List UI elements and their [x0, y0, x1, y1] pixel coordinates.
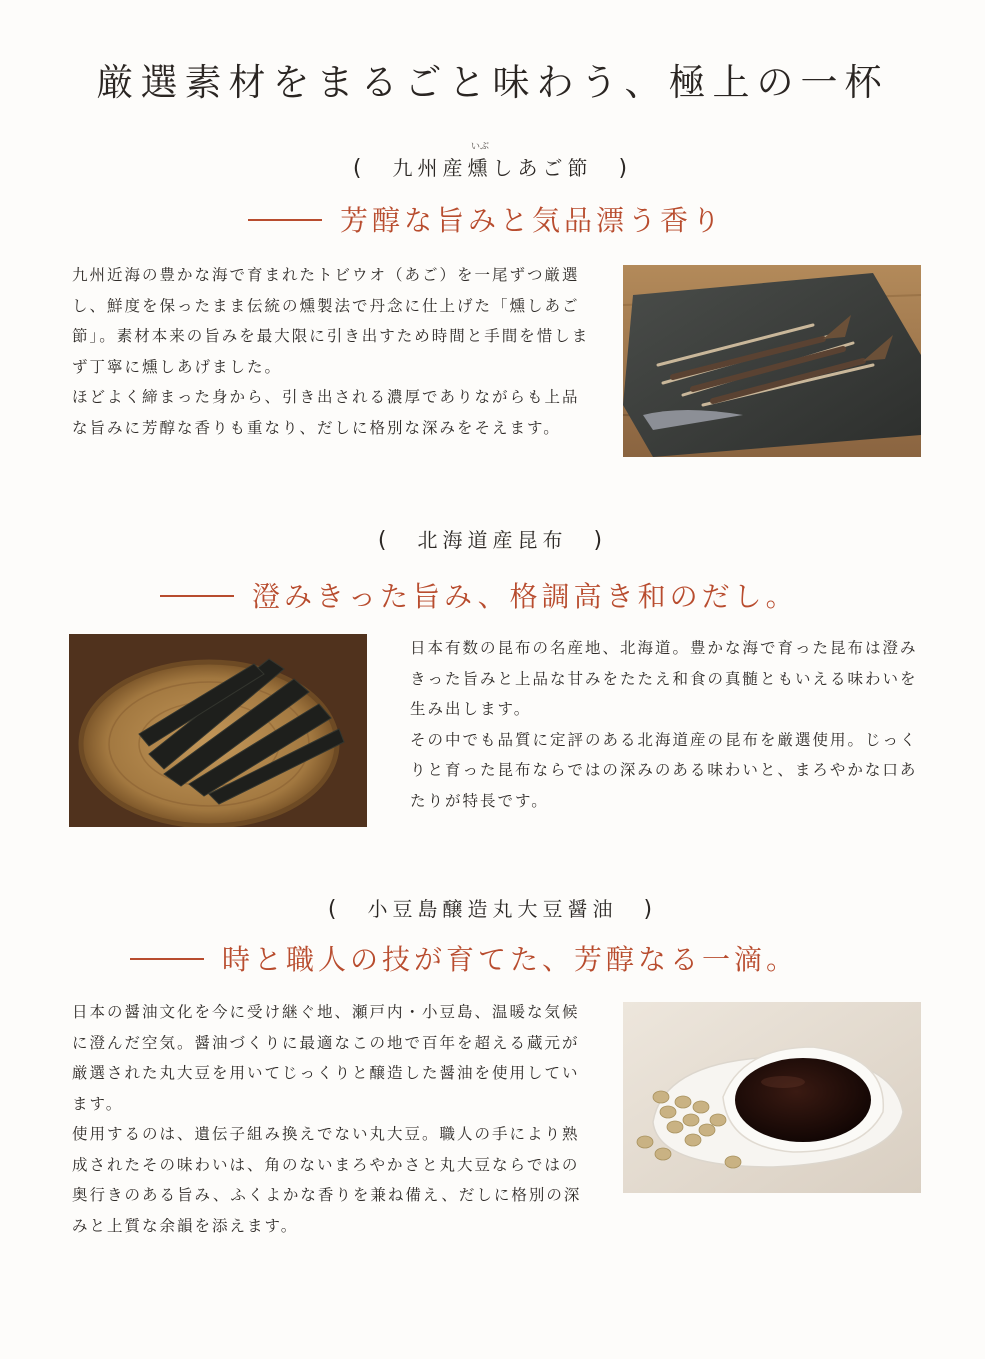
- paragraph: ほどよく締まった身から、引き出される濃厚でありながらも上品な旨みに芳醇な香りも重なり、だしに格別な深みをそえます。: [72, 388, 580, 437]
- soy-sauce-dish-photo: [623, 1002, 921, 1193]
- section-body-ago: [72, 260, 592, 443]
- paragraph: その中でも品質に定評のある北海道産の昆布を厳選使用。じっくりと育った昆布ならではの深みのある味わいと、まろやかな口あたりが特長です。: [410, 730, 918, 810]
- paragraph: 九州近海の豊かな海で育まれたトビウオ（あご）を一尾ずつ厳選し、鮮度を保ったまま伝統の燻製法で丹念に仕上げた「燻しあご節」。素材本来の旨みを最大限に引き出すため時間と手間を惜しまず丁寧に燻しあげました。: [72, 266, 590, 376]
- section-body-kombu: [410, 633, 925, 816]
- paragraph: 使用するのは、遺伝子組み換えでない丸大豆。職人の手により熟成されたその味わいは、角のないまろやかさと丸大豆ならではの奥行きのある旨み、ふくよかな香りを兼ね備え、だしに格別の深みと上質な余韻を添えます。: [72, 1125, 582, 1235]
- section-body-soy: [72, 997, 592, 1241]
- tagline-dash: [248, 219, 322, 221]
- tagline-dash: [130, 958, 204, 960]
- ruby-reading: いぶ: [470, 142, 489, 152]
- section-heading-soy: ( 小豆島醸造丸大豆醤油 ): [327, 897, 658, 922]
- section-heading-ago: ( 九州産 いぶ 燻しあご節 ): [0, 152, 985, 181]
- section-tagline-kombu: 澄みきった旨み、格調高き和のだし。: [160, 575, 798, 615]
- paragraph: 日本有数の昆布の名産地、北海道。豊かな海で育った昆布は澄みきった旨みと上品な甘みをたたえ和食の真髄ともいえる味わいを生み出します。: [410, 639, 918, 718]
- tagline-dash: [160, 595, 234, 597]
- paragraph: 日本の醤油文化を今に受け継ぐ地、瀬戸内・小豆島、温暖な気候に澄んだ空気。醤油づくりに最適なこの地で百年を超える蔵元が厳選された丸大豆を用いてじっくりと醸造した醤油を使用しています。: [72, 1003, 580, 1113]
- section-tagline-ago: 芳醇な旨みと気品漂う香り: [248, 199, 724, 239]
- page-title: 厳選素材をまるごと味わう、極上の一杯: [96, 61, 889, 104]
- section-heading-kombu: ( 北海道産昆布 ): [377, 528, 608, 553]
- kombu-basket-photo: [69, 634, 367, 827]
- section-tagline-soy: 時と職人の技が育てた、芳醇なる一滴。: [130, 938, 798, 978]
- smoked-flying-fish-photo: [623, 265, 921, 457]
